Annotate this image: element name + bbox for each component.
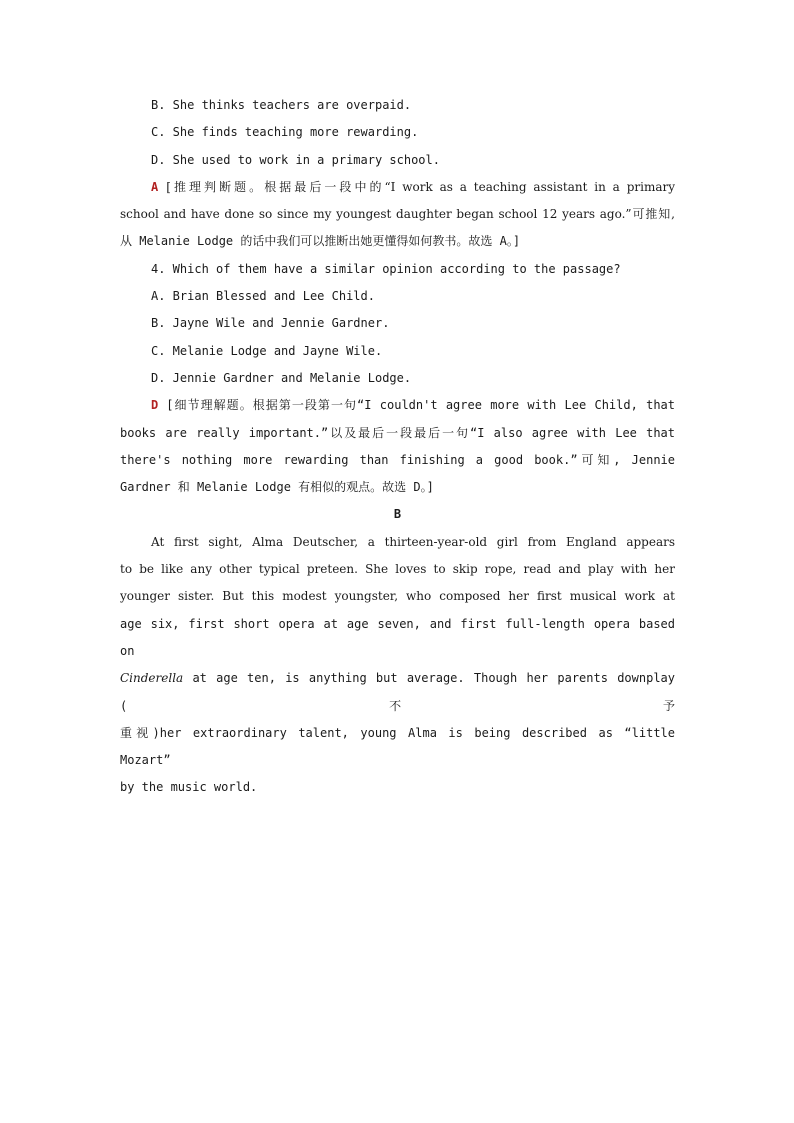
passage-line-5: Cinderella at age ten, is anything but average. Though her parents downplay (不予	[120, 671, 675, 713]
q4-option-c: C. Melanie Lodge and Jayne Wile.	[151, 343, 383, 358]
q3-explanation-line-1: A [推理判断题。根据最后一段中的“I work as a teaching assistant in a primary	[151, 179, 675, 194]
q4-explanation-line-1: D [细节理解题。根据第一段第一句“I couldn't agree more with Lee Child, that	[151, 398, 675, 413]
passage-line-7: by the music world.	[120, 780, 258, 795]
section-heading: B	[393, 507, 402, 522]
q4-explanation-line-4: Gardner 和 Melanie Lodge 有相似的观点。故选 D。]	[120, 480, 434, 495]
q4-explanation-line-2: books are really important.”以及最后一段最后一句“I also agree with Lee that	[120, 425, 675, 440]
passage-line-3: younger sister. But this modest youngster, who composed her first musical work at	[120, 589, 675, 604]
passage-line-1: At first sight, Alma Deutscher, a thirteen-year-old girl from England appears	[151, 534, 675, 549]
passage-line-2: to be like any other typical preteen. She loves to skip rope, read and play with her	[120, 562, 675, 577]
q3-answer-letter: A	[151, 179, 159, 194]
q4-option-b: B. Jayne Wile and Jennie Gardner.	[151, 316, 390, 331]
q3-explanation-line-2: school and have done so since my youngest daughter began school 12 years ago.”可推知,	[120, 207, 675, 222]
q4-explanation-line-3: there's nothing more rewarding than finishing a good book.”可知, Jennie	[120, 452, 675, 467]
q4-option-a: A. Brian Blessed and Lee Child.	[151, 289, 375, 304]
q4-answer-letter: D	[151, 398, 159, 413]
q3-option-b: B. She thinks teachers are overpaid.	[151, 98, 412, 112]
q4-option-d: D. Jennie Gardner and Melanie Lodge.	[151, 370, 412, 385]
q4-question: 4. Which of them have a similar opinion according to the passage?	[151, 261, 621, 276]
passage-line-6: 重视)her extraordinary talent, young Alma is being described as “little Mozart”	[120, 725, 675, 768]
q3-explanation-line-3: 从 Melanie Lodge 的话中我们可以推断出她更懂得如何教书。故选 A。]	[120, 234, 521, 249]
title-cinderella: Cinderella	[120, 671, 184, 686]
passage-line-4: age six, first short opera at age seven, and first full-length opera based on	[120, 616, 675, 658]
document-content	[120, 92, 675, 802]
q3-option-d: D. She used to work in a primary school.	[151, 152, 440, 167]
q3-option-c: C. She finds teaching more rewarding.	[151, 125, 419, 140]
